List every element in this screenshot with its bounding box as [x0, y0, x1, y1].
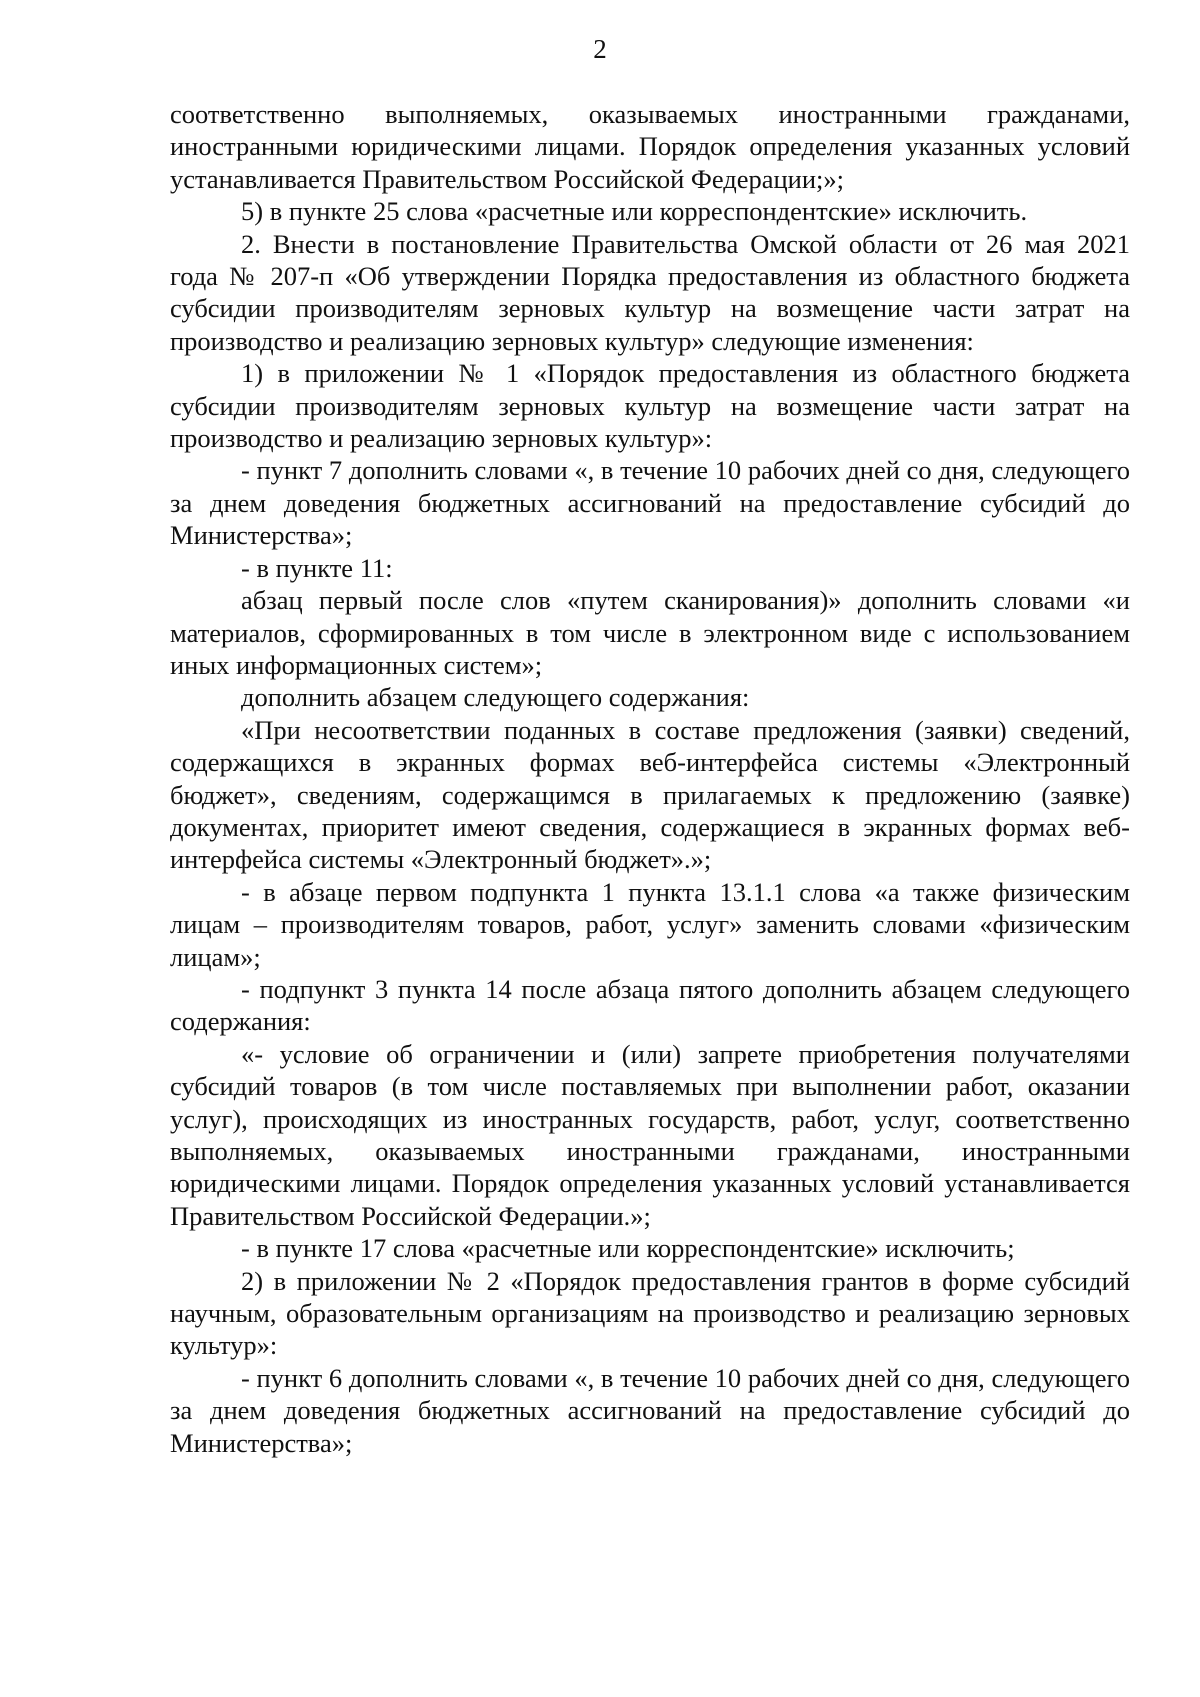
paragraph: 2. Внести в постановление Правительства Омской области от 26 мая 2021 года № 207-п «Об утверждении Порядка предоставления из областного бюджета субсидии производителям зерновых культур на возмещение части затрат на производство и реализацию зерновых культур» следующие изменения:: [170, 228, 1130, 356]
paragraph: соответственно выполняемых, оказываемых иностранными гражданами, иностранными юридическими лицами. Порядок определения указанных условий устанавливается Правительством Российской Федерации;»;: [170, 99, 1130, 194]
paragraph: - в пункте 11:: [241, 552, 393, 583]
document-body: [170, 98, 1130, 1459]
paragraph: - подпункт 3 пункта 14 после абзаца пятого дополнить абзацем следующего содержания:: [170, 973, 1130, 1037]
paragraph: 2) в приложении № 2 «Порядок предоставления грантов в форме субсидий научным, образовательным организациям на производство и реализацию зерновых культур»:: [170, 1265, 1130, 1361]
paragraph: 1) в приложении № 1 «Порядок предоставления из областного бюджета субсидии производителям зерновых культур на возмещение части затрат на производство и реализацию зерновых культур»:: [170, 358, 1130, 454]
paragraph: абзац первый после слов «путем сканирования)» дополнить словами «и материалов, сформированных в том числе в электронном виде с использованием иных информационных систем»;: [170, 585, 1130, 680]
paragraph: дополнить абзацем следующего содержания:: [241, 682, 750, 713]
paragraph: 5) в пункте 25 слова «расчетные или корреспондентские» исключить.: [241, 196, 1028, 227]
paragraph: «При несоответствии поданных в составе предложения (заявки) сведений, содержащихся в экранных формах веб-интерфейса системы «Электронный бюджет», сведениям, содержащимся в прилагаемых к предложению (заявке) документах, приоритет имеют сведения, содержащиеся в экранных формах веб-интерфейса системы «Электронный бюджет».»;: [170, 714, 1130, 875]
paragraph: - пункт 7 дополнить словами «, в течение 10 рабочих дней со дня, следующего за днем доведения бюджетных ассигнований на предоставление субсидий до Министерства»;: [170, 455, 1130, 551]
page-number: 2: [593, 34, 607, 64]
paragraph: - в абзаце первом подпункта 1 пункта 13.1.1 слова «а также физическим лицам – производителям товаров, работ, услуг» заменить словами «физическим лицам»;: [170, 876, 1130, 972]
paragraph: «- условие об ограничении и (или) запрете приобретения получателями субсидий товаров (в том числе поставляемых при выполнении работ, оказании услуг), происходящих из иностранных государств, работ, услуг, соответственно выполняемых, оказываемых иностранными гражданами, иностранными юридическими лицами. Порядок определения указанных условий устанавливается Правительством Российской Федерации.»;: [170, 1038, 1130, 1231]
paragraph: - в пункте 17 слова «расчетные или корреспондентские» исключить;: [241, 1233, 1015, 1264]
paragraph: - пункт 6 дополнить словами «, в течение 10 рабочих дней со дня, следующего за днем доведения бюджетных ассигнований на предоставление субсидий до Министерства»;: [170, 1362, 1130, 1458]
